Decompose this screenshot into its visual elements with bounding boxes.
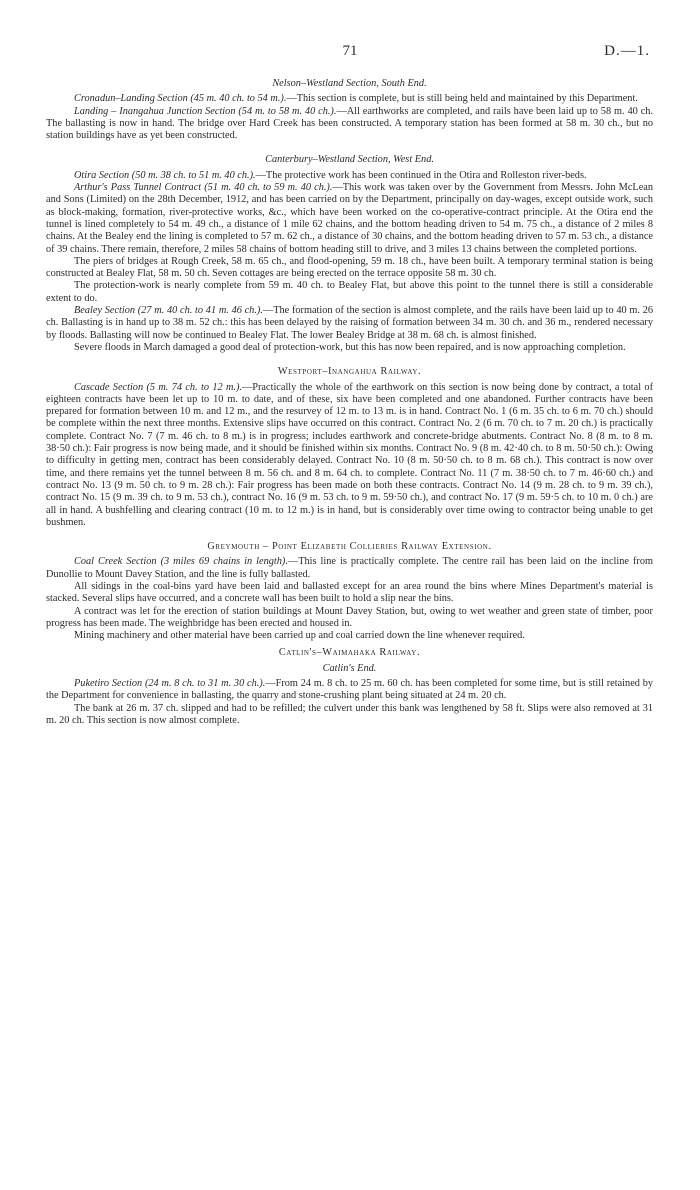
paragraph <box>46 342 653 354</box>
paragraph <box>46 182 653 256</box>
paragraph-text: —This line is practically complete. The centre rail has been laid on the incline from Dunollie to Mount Davey Station, and the line is fully ballasted. <box>46 556 654 580</box>
paragraph-text: All sidings in the coal-bins yard have been laid and ballasted except for an area round the bins where Mines Department's material is stacked. Several slips have occurred, and a concrete wall has been built to hold a slip near the bins. <box>46 580 653 605</box>
paragraph-lead: Cronadun–Landing Section (45 m. 40 ch. to 54 m.). <box>74 93 287 105</box>
paragraph-lead: Puketiro Section (24 m. 8 ch. to 31 m. 30 ch.). <box>74 678 266 690</box>
paragraph-lead: Cascade Section (5 m. 74 ch. to 12 m.). <box>74 381 242 393</box>
paragraph-text: The piers of bridges at Rough Creek, 58 m. 65 ch., and flood-opening, 59 m. 18 ch., have been built. A temporary terminal station is being constructed at Bealey Flat, 58 m. 50 ch. Seven cottages are being erected on the terrace opposite 58 m. 30 ch. <box>46 255 653 280</box>
page-number: 71 <box>342 43 358 59</box>
section-subheading: Catlin's End. <box>322 662 377 674</box>
section-heading: Catlin's–Waimahaka Railway. <box>278 647 421 659</box>
paragraph <box>46 630 653 642</box>
paragraph-text: —Practically the whole of the earthwork on this section is now being done by contract, a total of eighteen contracts have been let up to 10 m. to date, and of these, six have been completed and one abandoned. Further contracts have been prepared for formation between 10 m. and 12 m., and the resurvey of 12 m. to 13 m. is in hand. Contract No. 1 (6 m. 35 ch. to 6 m. 70 ch.) should be complete within the next three months. Extensive slips have occurred on this contract. Contract No. 2 (6 m. 70 ch. to 7 m. 20 ch.) is practically complete. Contract No. 7 (7 m. 46 ch. to 8 m.) is in progress; includes earthwork and concrete-bridge abutments. Contract No. 8 (8 m. to 8 m. 38·50 ch.): Fair progress is now being made, and it should be finished within six months. Contract No. 9 (8 m. 42·40 ch. to 8 m. 50·50 ch.): Owing to difficulty in getting men, contract has been considerably delayed. Contract No. 10 (8 m. 50·50 ch. to 8 m. 68 ch.). This contract is now over time, and there remains yet the tunnel between 8 m. 56 ch. and 8 m. 64 ch. to complete. Contract No. 11 (7 m. 38·50 ch. to 7 m. 46·60 ch.) and contract No. 13 (9 m. 50 ch. to 9 m. 28 ch.): Fair progress has been made on both these contracts. Contract No. 14 (9 m. 28 ch. to 9 m. 39 ch.), contract No. 15 (9 m. 39 ch. to 9 m. 53 ch.), contract No. 16 (9 m. 53 ch. to 9 m. 59·50 ch.), and contract No. 17 (9 m. 59·5 ch. to 10 m. 0 ch.) are all in hand. A bushfelling and clearing contract (10 m. to 12 m.) is in hand, but is considerably over time owing to contractor being unable to get bushmen. <box>46 381 654 528</box>
document-reference: D.—1. <box>604 43 650 59</box>
section-heading: Westport–Inangahua Railway. <box>277 366 422 378</box>
paragraph <box>46 556 653 581</box>
paragraph <box>46 256 653 281</box>
paragraph-text: —The formation of the section is almost complete, and the rails have been laid up to 40 m. 26 ch. Ballasting is in hand up to 38 m. 52 ch.: this has been delayed by the raising of formation between 34 m. 30 ch. and 36 m., rendered necessary by floods. Ballasting will now be continued to Bealey Flat. The lower Bealey Bridge at 38 m. 68 ch. is almost finished. <box>46 305 654 341</box>
paragraph <box>46 678 653 703</box>
paragraph <box>46 703 653 728</box>
paragraph-text: —All earthworks are completed, and rails have been laid up to 58 m. 40 ch. The ballasting is now in hand. The bridge over Hard Creek has been constructed. A temporary station has been formed at 58 m. 30 ch., but no station buildings have as yet been constructed. <box>46 105 653 142</box>
paragraph <box>46 581 653 606</box>
paragraph <box>46 606 653 631</box>
paragraph <box>46 106 653 143</box>
section-heading: Canterbury–Westland Section, West End. <box>265 154 434 166</box>
page-body <box>46 78 653 727</box>
paragraph-lead: Arthur's Pass Tunnel Contract (51 m. 40 ch. to 59 m. 40 ch.). <box>74 182 333 194</box>
paragraph-text: A contract was let for the erection of station buildings at Mount Davey Station, but, owing to wet weather and green state of timber, poor progress has been made. The weighbridge has been erected and housed in. <box>46 605 653 629</box>
paragraph-text: —The protective work has been continued in the Otira and Rolleston river-beds. <box>255 169 587 181</box>
paragraph-text: The protection-work is nearly complete from 59 m. 40 ch. to Bealey Flat, but above this point to the tunnel there is still a considerable extent to do. <box>46 280 653 304</box>
paragraph-text: Mining machinery and other material have been carried up and coal carried down the line whenever required. <box>74 630 525 642</box>
paragraph <box>46 280 653 305</box>
paragraph <box>46 93 653 105</box>
paragraph <box>46 382 653 530</box>
paragraph-text: —This work was taken over by the Government from Messrs. John McLean and Sons (Limited) on the 28th December, 1912, and has been carried on by the Department, principally on day-wages, except outside work, such as block-making, formation, river-protective works, &c., which have been worked on the co-operative-contract principle. At the Otira end the tunnel is lined completely to 54 m. 49 ch., a distance of 1 mile 62 chains, and the bottom heading driven to 54 m. 75 ch., a distance of 2 miles 8 chains. At the Bealey end the lining is completed to 57 m. 62 ch., a distance of 30 chains, and the bottom heading driven to 57 m. 53 ch., a distance of 39 chains. There remain, therefore, 2 miles 58 chains of bottom heading still to drive, and 3 miles 13 chains between the completed portions. <box>46 182 653 255</box>
paragraph-lead: Coal Creek Section (3 miles 69 chains in length). <box>74 556 288 568</box>
paragraph-text: Severe floods in March damaged a good deal of protection-work, but this has now been repaired, and is now approaching completion. <box>74 341 626 353</box>
paragraph <box>46 305 653 342</box>
section-heading: Greymouth – Point Elizabeth Collieries Railway Extension. <box>207 541 492 553</box>
paragraph-lead: Otira Section (50 m. 38 ch. to 51 m. 40 ch.). <box>74 169 256 181</box>
paragraph-lead: Landing – Inangahua Junction Section (54 m. to 58 m. 40 ch.). <box>74 105 337 117</box>
paragraph-text: —From 24 m. 8 ch. to 25 m. 60 ch. has been completed for some time, but is still retained by the Department for convenience in ballasting, the quarry and stone-crushing plant being situated at 24 m. 20 ch. <box>46 678 653 702</box>
paragraph-lead: Bealey Section (27 m. 40 ch. to 41 m. 46 ch.). <box>74 305 263 317</box>
paragraph <box>46 170 653 182</box>
section-heading: Nelson–Westland Section, South End. <box>272 78 427 89</box>
paragraph-text: The bank at 26 m. 37 ch. slipped and had to be refilled; the culvert under this bank was lengthened by 58 ft. Slips were also removed at 31 m. 20 ch. This section is now almost complete. <box>46 702 653 726</box>
paragraph-text: —This section is complete, but is still being held and maintained by this Department. <box>286 93 638 105</box>
